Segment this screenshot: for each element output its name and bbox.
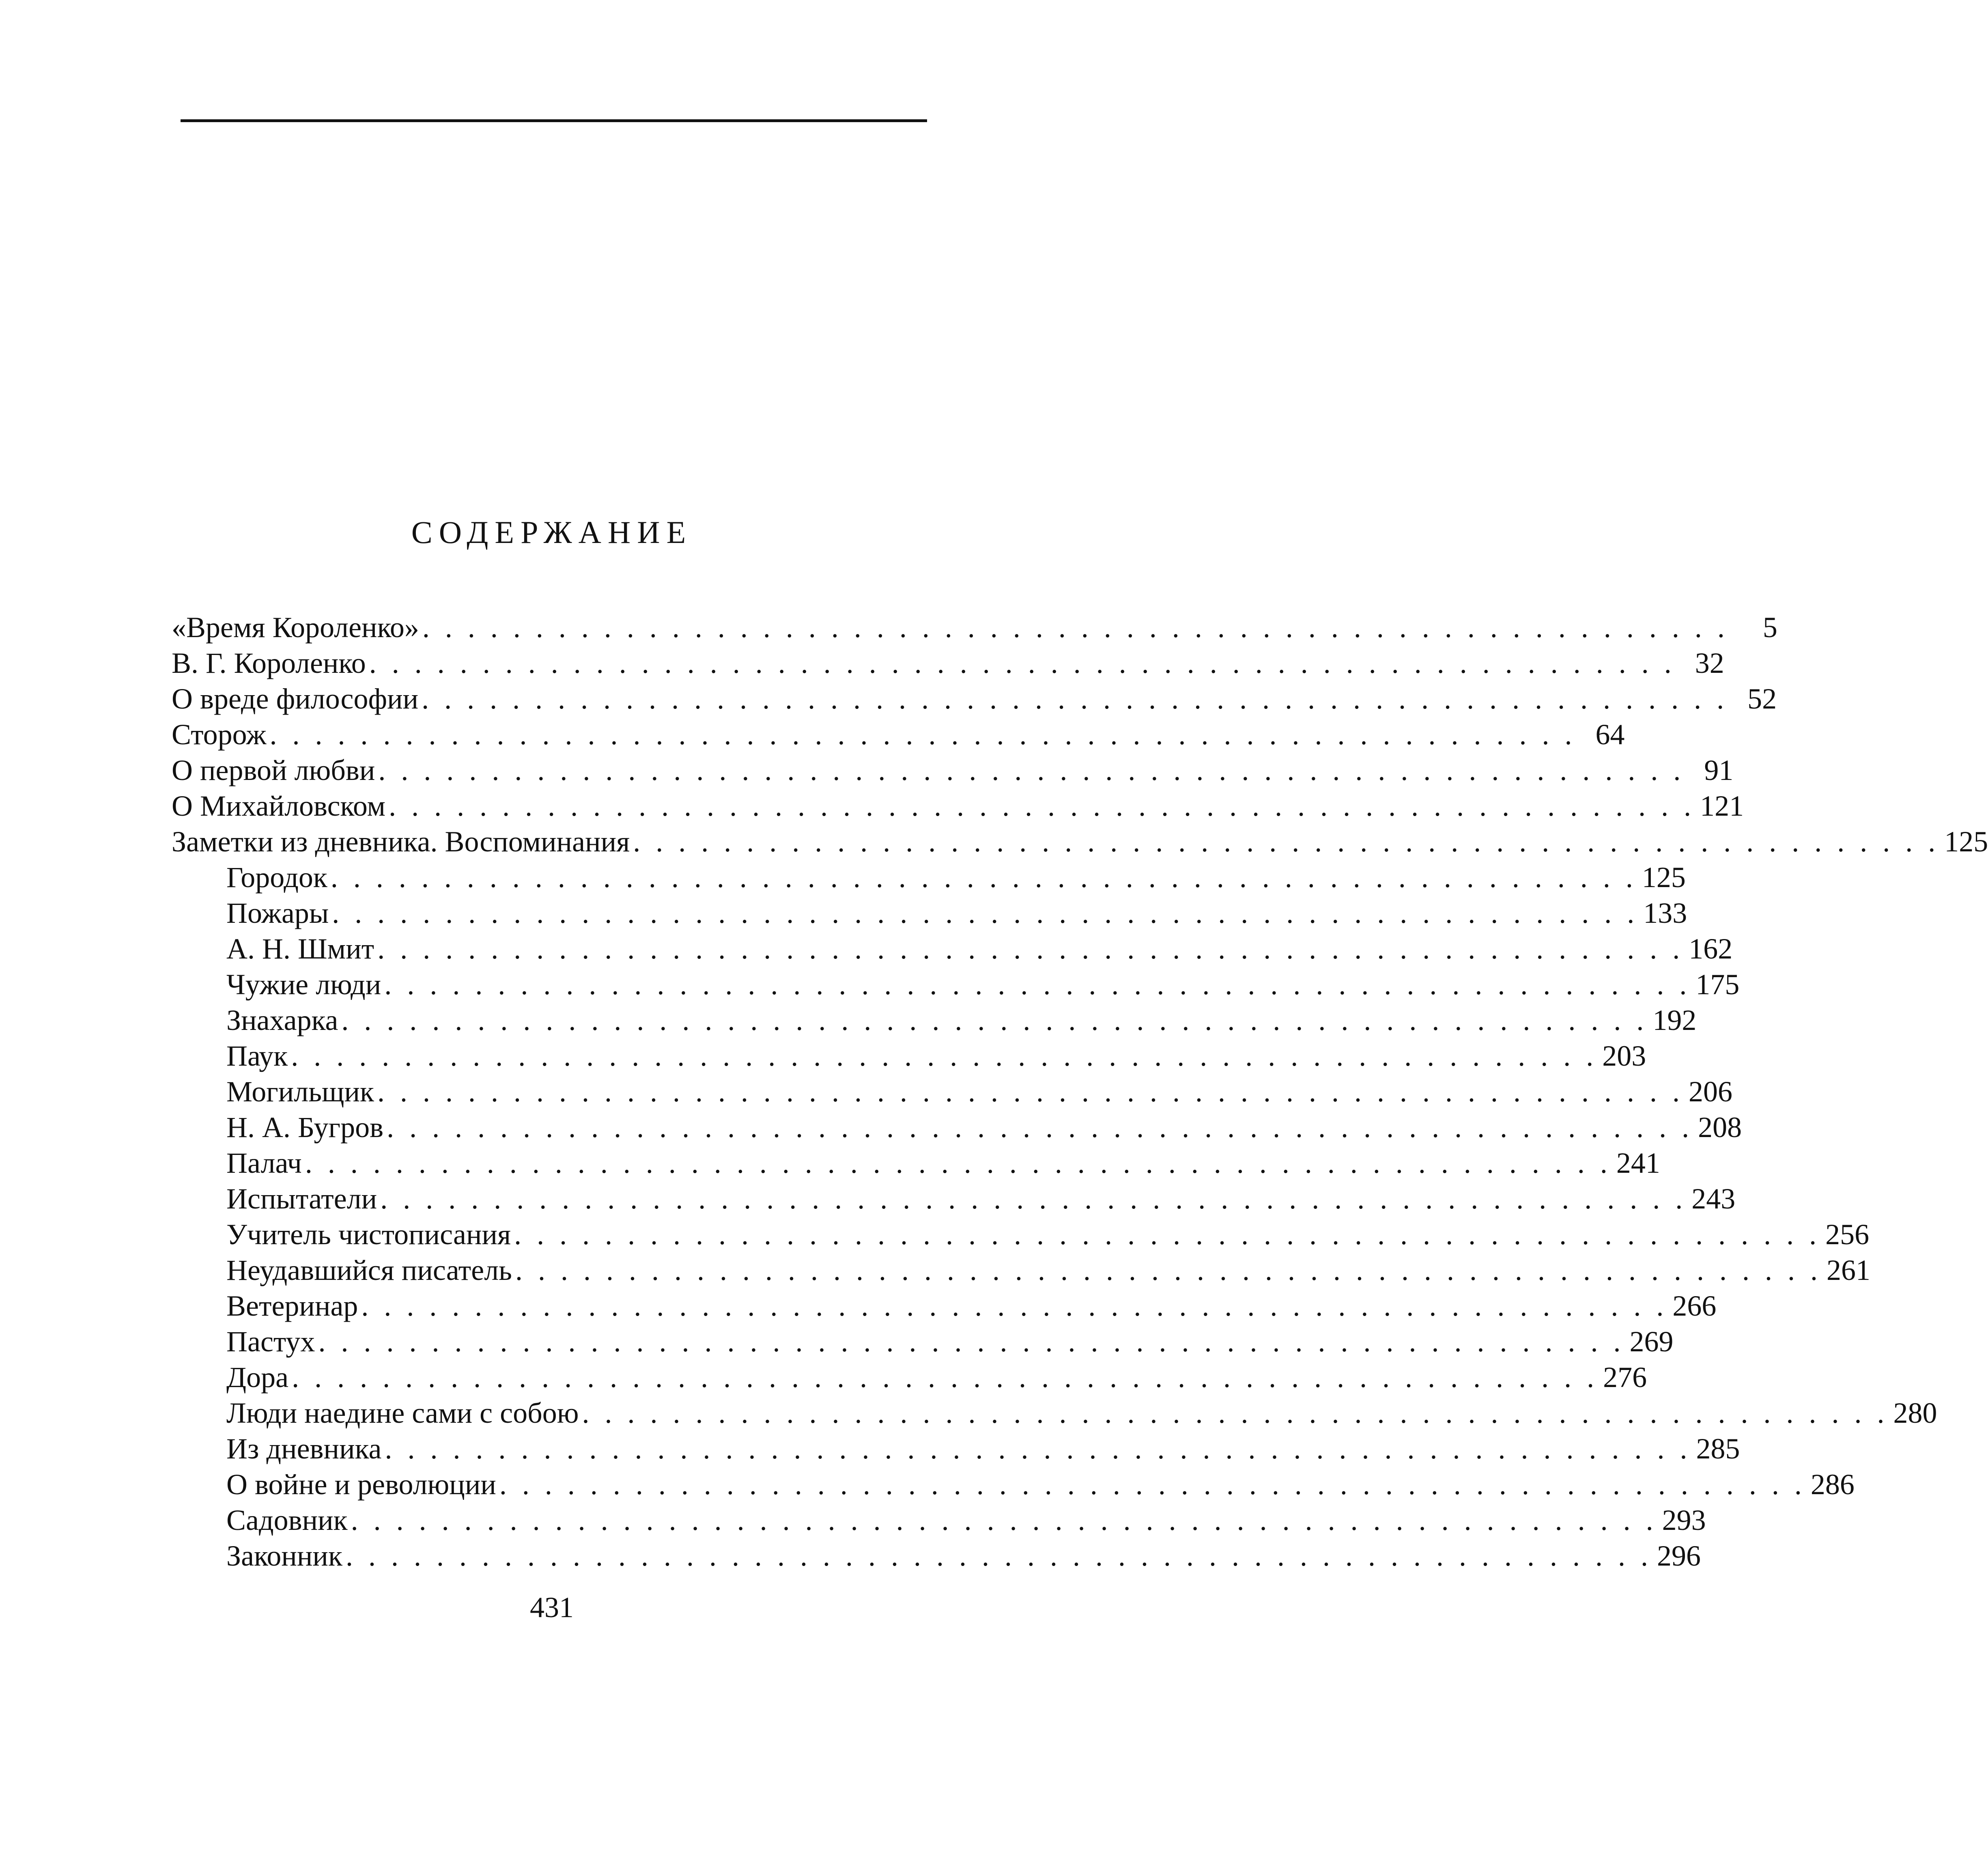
toc-dot-leader: . . . . . . . . . . . . . . . . . . . . . . . . . . . . . . . . . . . . . . . . . . . . . . . . . . . . . . . . . . — [332, 897, 1639, 929]
toc-entry — [172, 717, 1625, 752]
toc-entry-title: Заметки из дневника. Воспоминания — [172, 825, 630, 858]
toc-entry-page: 133 — [1643, 897, 1687, 929]
toc-entry-page: 256 — [1825, 1218, 1870, 1251]
toc-entry-title: Пастух — [226, 1325, 315, 1358]
toc-entry-page: 64 — [1595, 718, 1625, 751]
toc-entry-page: 162 — [1689, 933, 1733, 965]
toc-entry-title: Палач — [226, 1147, 302, 1179]
toc-entry-page: 261 — [1826, 1254, 1870, 1286]
toc-entry-title: О первой любви — [172, 754, 375, 786]
table-of-contents — [172, 610, 1988, 1574]
toc-entry — [172, 1431, 1740, 1467]
toc-entry-page: 121 — [1700, 790, 1744, 822]
toc-entry-page: 91 — [1704, 754, 1734, 786]
toc-dot-leader: . . . . . . . . . . . . . . . . . . . . . . . . . . . . . . . . . . . . . . . . . . . . . . . . . . . . . . . . . . — [292, 1361, 1599, 1394]
toc-entry-page: 276 — [1603, 1361, 1647, 1394]
toc-entry — [172, 788, 1744, 824]
toc-dot-leader: . . . . . . . . . . . . . . . . . . . . . . . . . . . . . . . . . . . . . . . . . . . . . . . . . . . . . . . . . . — [378, 754, 1685, 786]
toc-entry-title: Пожары — [226, 897, 329, 929]
toc-entry-page: 125 — [1944, 825, 1988, 858]
page-number: 431 — [530, 1591, 574, 1624]
toc-entry — [172, 1002, 1697, 1038]
toc-dot-leader: . . . . . . . . . . . . . . . . . . . . . . . . . . . . . . . . . . . . . . . . . . . . . . . . . . . . . . . . . . — [318, 1325, 1625, 1358]
toc-entry-title: Сторож — [172, 718, 267, 751]
toc-entry-title: Учитель чистописания — [226, 1218, 511, 1251]
toc-entry — [172, 931, 1733, 967]
toc-entry — [172, 1074, 1733, 1109]
toc-dot-leader: . . . . . . . . . . . . . . . . . . . . . . . . . . . . . . . . . . . . . . . . . . . . . . . . . . . . . . . . . . — [269, 718, 1576, 751]
toc-entry-page: 285 — [1696, 1432, 1740, 1465]
toc-entry-title: О войне и революции — [226, 1468, 496, 1501]
toc-entry — [172, 1395, 1937, 1431]
toc-entry-page: 5 — [1762, 611, 1777, 644]
toc-entry-title: Могильщик — [226, 1075, 374, 1108]
toc-entry-page: 208 — [1698, 1111, 1742, 1144]
top-rule — [181, 119, 927, 122]
toc-entry-title: Н. А. Бугров — [226, 1111, 384, 1144]
toc-entry-title: А. Н. Шмит — [226, 933, 374, 965]
toc-dot-leader: . . . . . . . . . . . . . . . . . . . . . . . . . . . . . . . . . . . . . . . . . . . . . . . . . . . . . . . . . . — [389, 790, 1695, 822]
toc-dot-leader: . . . . . . . . . . . . . . . . . . . . . . . . . . . . . . . . . . . . . . . . . . . . . . . . . . . . . . . . . . — [582, 1397, 1889, 1429]
toc-entry — [172, 645, 1724, 681]
toc-entry-page: 125 — [1642, 861, 1686, 894]
toc-entry-title: Из дневника — [226, 1432, 382, 1465]
toc-entry-page: 269 — [1629, 1325, 1674, 1358]
page-title: СОДЕРЖАНИЕ — [411, 515, 693, 550]
toc-entry — [172, 1217, 1870, 1252]
toc-entry-page: 32 — [1695, 647, 1724, 679]
toc-dot-leader: . . . . . . . . . . . . . . . . . . . . . . . . . . . . . . . . . . . . . . . . . . . . . . . . . . . . . . . . . . — [330, 861, 1637, 894]
toc-entry-page: 241 — [1616, 1147, 1660, 1179]
toc-entry — [172, 859, 1686, 895]
toc-entry-title: Садовник — [226, 1504, 348, 1536]
toc-dot-leader: . . . . . . . . . . . . . . . . . . . . . . . . . . . . . . . . . . . . . . . . . . . . . . . . . . . . . . . . . . — [361, 1290, 1668, 1322]
toc-entry — [172, 1538, 1701, 1574]
toc-entry-title: Испытатели — [226, 1183, 377, 1215]
toc-dot-leader: . . . . . . . . . . . . . . . . . . . . . . . . . . . . . . . . . . . . . . . . . . . . . . . . . . . . . . . . . . — [380, 1183, 1687, 1215]
toc-entry-title: Неудавшийся писатель — [226, 1254, 512, 1286]
toc-entry-title: Люди наедине сами с собою — [226, 1397, 579, 1429]
toc-dot-leader: . . . . . . . . . . . . . . . . . . . . . . . . . . . . . . . . . . . . . . . . . . . . . . . . . . . . . . . . . . — [377, 933, 1684, 965]
toc-entry-title: «Время Короленко» — [172, 611, 419, 644]
toc-dot-leader: . . . . . . . . . . . . . . . . . . . . . . . . . . . . . . . . . . . . . . . . . . . . . . . . . . . . . . . . . . — [291, 1040, 1598, 1072]
toc-entry-title: Паук — [226, 1040, 288, 1072]
toc-entry-page: 243 — [1691, 1183, 1736, 1215]
toc-dot-leader: . . . . . . . . . . . . . . . . . . . . . . . . . . . . . . . . . . . . . . . . . . . . . . . . . . . . . . . . . . — [514, 1218, 1821, 1251]
toc-dot-leader: . . . . . . . . . . . . . . . . . . . . . . . . . . . . . . . . . . . . . . . . . . . . . . . . . . . . . . . . . . — [422, 611, 1729, 644]
toc-entry — [172, 1109, 1742, 1145]
toc-entry-page: 266 — [1672, 1290, 1717, 1322]
toc-entry — [172, 895, 1687, 931]
toc-dot-leader: . . . . . . . . . . . . . . . . . . . . . . . . . . . . . . . . . . . . . . . . . . . . . . . . . . . . . . . . . . — [384, 968, 1691, 1001]
toc-entry — [172, 1038, 1646, 1074]
toc-entry — [172, 681, 1777, 717]
toc-entry-title: Городок — [226, 861, 327, 894]
toc-dot-leader: . . . . . . . . . . . . . . . . . . . . . . . . . . . . . . . . . . . . . . . . . . . . . . . . . . . . . . . . . . — [351, 1504, 1657, 1536]
toc-dot-leader: . . . . . . . . . . . . . . . . . . . . . . . . . . . . . . . . . . . . . . . . . . . . . . . . . . . . . . . . . . — [422, 683, 1728, 715]
toc-dot-leader: . . . . . . . . . . . . . . . . . . . . . . . . . . . . . . . . . . . . . . . . . . . . . . . . . . . . . . . . . . — [385, 1432, 1691, 1465]
toc-entry-title: Ветеринар — [226, 1290, 358, 1322]
toc-entry-title: О вреде философии — [172, 683, 419, 715]
toc-dot-leader: . . . . . . . . . . . . . . . . . . . . . . . . . . . . . . . . . . . . . . . . . . . . . . . . . . . . . . . . . . — [499, 1468, 1806, 1501]
toc-entry — [172, 1252, 1870, 1288]
toc-dot-leader: . . . . . . . . . . . . . . . . . . . . . . . . . . . . . . . . . . . . . . . . . . . . . . . . . . . . . . . . . . — [341, 1004, 1648, 1036]
toc-dot-leader: . . . . . . . . . . . . . . . . . . . . . . . . . . . . . . . . . . . . . . . . . . . . . . . . . . . . . . . . . . — [387, 1111, 1693, 1144]
toc-entry-page: 293 — [1662, 1504, 1706, 1536]
toc-dot-leader: . . . . . . . . . . . . . . . . . . . . . . . . . . . . . . . . . . . . . . . . . . . . . . . . . . . . . . . . . . — [305, 1147, 1611, 1179]
toc-entry-page: 296 — [1657, 1540, 1701, 1572]
toc-entry-page: 52 — [1747, 683, 1777, 715]
toc-entry — [172, 1502, 1706, 1538]
toc-entry — [172, 610, 1777, 645]
toc-entry — [172, 1359, 1647, 1395]
toc-entry — [172, 1288, 1717, 1324]
toc-entry — [172, 1467, 1855, 1502]
toc-entry-page: 206 — [1689, 1075, 1733, 1108]
toc-entry-page: 280 — [1893, 1397, 1937, 1429]
toc-entry — [172, 1181, 1736, 1217]
toc-entry-title: О Михайловском — [172, 790, 386, 822]
toc-dot-leader: . . . . . . . . . . . . . . . . . . . . . . . . . . . . . . . . . . . . . . . . . . . . . . . . . . . . . . . . . . — [377, 1075, 1684, 1108]
toc-entry-page: 203 — [1602, 1040, 1646, 1072]
toc-dot-leader: . . . . . . . . . . . . . . . . . . . . . . . . . . . . . . . . . . . . . . . . . . . . . . . . . . . . . . . . . . — [345, 1540, 1652, 1572]
toc-entry-page: 192 — [1652, 1004, 1697, 1036]
toc-entry-title: Дора — [226, 1361, 289, 1394]
toc-dot-leader: . . . . . . . . . . . . . . . . . . . . . . . . . . . . . . . . . . . . . . . . . . . . . . . . . . . . . . . . . . — [369, 647, 1676, 679]
toc-entry — [172, 1145, 1660, 1181]
toc-entry — [172, 824, 1988, 859]
toc-entry-title: В. Г. Короленко — [172, 647, 366, 679]
toc-dot-leader: . . . . . . . . . . . . . . . . . . . . . . . . . . . . . . . . . . . . . . . . . . . . . . . . . . . . . . . . . . — [515, 1254, 1822, 1286]
toc-entry — [172, 967, 1740, 1002]
toc-entry-title: Чужие люди — [226, 968, 381, 1001]
toc-entry-page: 286 — [1810, 1468, 1855, 1501]
toc-entry-title: Законник — [226, 1540, 342, 1572]
toc-entry-title: Знахарка — [226, 1004, 338, 1036]
toc-dot-leader: . . . . . . . . . . . . . . . . . . . . . . . . . . . . . . . . . . . . . . . . . . . . . . . . . . . . . . . . . . — [633, 825, 1940, 858]
toc-entry-page: 175 — [1695, 968, 1740, 1001]
toc-entry — [172, 752, 1734, 788]
toc-entry — [172, 1324, 1674, 1359]
